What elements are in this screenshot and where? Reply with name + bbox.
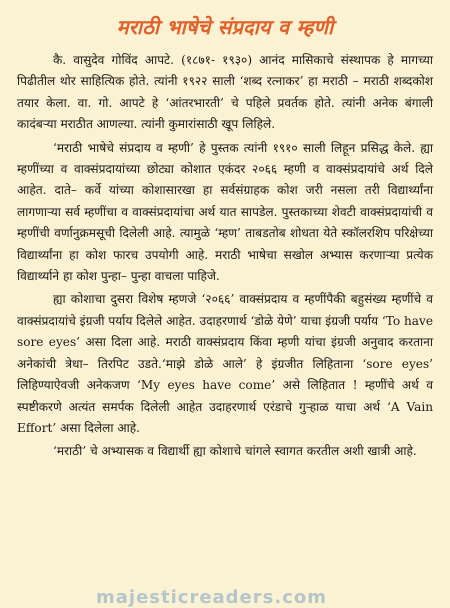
page-title: मराठी भाषेचे संप्रदाय व म्हणी [116, 15, 334, 39]
paragraph-closing-note: ‘मराठी’ चे अभ्यासक व विद्यार्थी ह्या कोशाचे चांगले स्वागत करतील अशी खात्री आहे. [53, 444, 417, 459]
watermark-text: majesticreaders.com [96, 587, 327, 608]
paragraph-book-description: ‘मराठी भाषेचे संप्रदाय व म्हणी’ हे पुस्तक त्यांनी १९१० साली लिहून प्रसिद्ध केले. ह्या म्हणींच्या व वाक्संप्रदायांच्या छोट्या कोशात एकंदर २०६६ म्हणी व वाक्संप्रदायांचे अर्थ दिले आहेत. दाते– कर्वे यांच्या कोशासारखा हा सर्वसंग्राहक कोश जरी नसला तरी विद्यार्थ्यांना लागणाऱ्या सर्व म्हणींचा व वाक्संप्रदायांचा अर्थ यात सापडेल. पुस्तकाच्या शेवटी वाक्संप्रदायांची व म्हणींची वर्णानुक्रमसूची दिलेली आहे. त्यामुळे ‘म्हण’ ताबडतोब शोधता येते स्कॉलरशिप परिक्षेच्या विद्यार्थ्यांना हा कोश फारच उपयोगी आहे. मराठी भाषेचा सखोल अभ्यास करणाऱ्या प्रत्येक विद्यार्थ्याने हा कोश पुन्हा– पुन्हा वाचला पाहिजे. [17, 140, 433, 284]
paragraph-english-equivalents: ह्या कोशाचा दुसरा विशेष म्हणजे ‘२०६६’ वाक्संप्रदाय व म्हणींपैकी बहुसंख्य म्हणींचे व वाक्संप्रदायांचे इंग्रजी पर्याय दिलेले आहेत. उदाहरणार्थ ‘डोळे येणे’ याचा इंग्रजी पर्याय ‘To have sore eyes’ असा दिला आहे. मराठी वाक्संप्रदाय किंवा म्हणी यांचा इंग्रजी अनुवाद करताना अनेकांची त्रेधा– तिरपिट उडते.‘माझे डोळे आले’ हे इंग्रजीत लिहिताना ‘sore eyes’ लिहिण्याऐवजी अनेकजण ‘My eyes have come’ असे लिहितात ! म्हणींचे अर्थ व स्पष्टीकरणे अत्यंत समर्पक दिलेली आहेत उदाहरणार्थ एरंडाचे गुऱ्हाळ याचा अर्थ ‘A Vain Effort’ असा दिलेला आहे. [17, 292, 433, 435]
paragraph-author-intro: कै. वासुदेव गोविंद आपटे. (१८७१- १९३०) आनंद मासिकाचे संस्थापक हे मागच्या पिढीतील थोर साहित्यिक होते. त्यांनी १९२२ साली ‘शब्द रत्नाकर’ हा मराठी – मराठी शब्दकोश तयार केला. वा. गो. आपटे हे ‘आंतरभारती’ चे पहिले प्रवर्तक होते. त्यांनी अनेक बंगाली कादंबऱ्या मराठीत आणल्या. त्यांनी कुमारांसाठी खूप लिहिले. [17, 53, 433, 132]
